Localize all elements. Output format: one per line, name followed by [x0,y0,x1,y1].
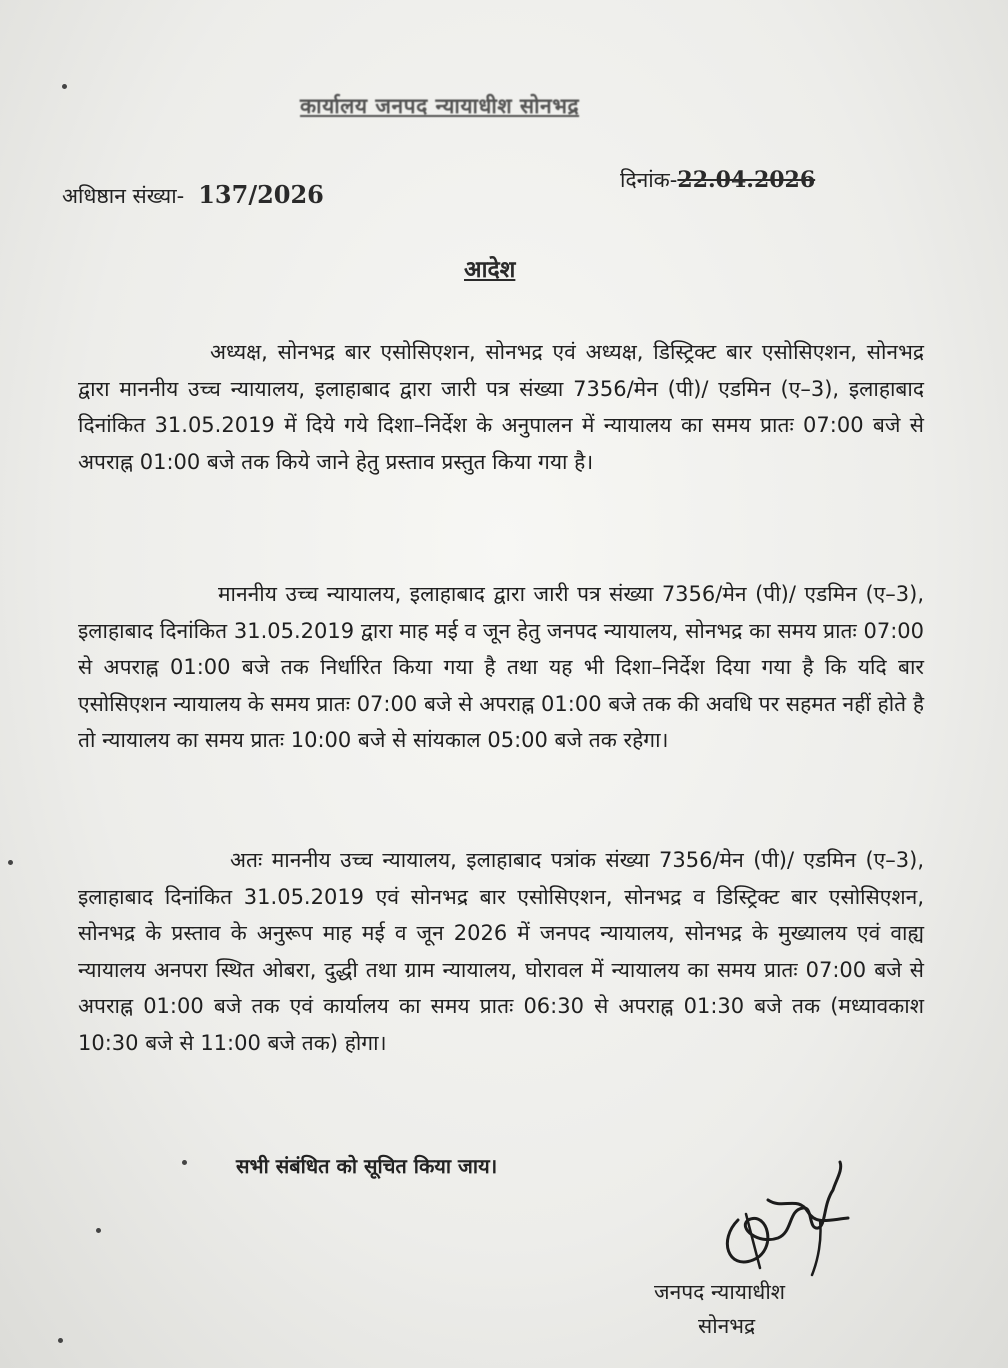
scan-speck [182,1160,187,1165]
scan-speck [58,1338,63,1343]
order-number-label: अधिष्ठान संख्या- [62,184,185,208]
signatory-place: सोनभद्र [698,1314,756,1338]
signatory-designation: जनपद न्यायाधीश [654,1280,786,1304]
office-title: कार्यालय जनपद न्यायाधीश सोनभद्र [300,94,580,118]
order-number-value: 137/2026 [198,180,324,209]
scan-speck [8,860,13,865]
order-heading: आदेश [464,257,516,283]
scan-speck [96,1228,101,1233]
scan-speck [62,84,67,89]
handwritten-signature [708,1150,858,1280]
date-value: 22.04.2026 [677,167,816,193]
order-number-line [62,180,324,210]
notify-line: सभी संबंधित को सूचित किया जाय। [236,1154,498,1178]
date-label: दिनांक- [620,168,678,192]
paragraph-3: अतः माननीय उच्च न्यायालय, इलाहाबाद पत्रांक संख्या 7356/मेन (पी)/ एडमिन (ए–3), इलाहाबाद दिनांकित 31.05.2019 एवं सोनभद्र बार एसोसिएशन, सोनभद्र व डिस्ट्रिक्ट बार एसोसिएशन, सोनभद्र के प्रस्ताव के अनुरूप माह मई व जून 2026 में जनपद न्यायालय, सोनभद्र के मुख्यालय एवं वाह्य न्यायालय अनपरा स्थित ओबरा, दुद्धी तथा ग्राम न्यायालय, घोरावल में न्यायालय का समय प्रातः 07:00 बजे से अपराह्न 01:00 बजे तक एवं कार्यालय का समय प्रातः 06:30 से अपराह्न 01:30 बजे तक (मध्यावकाश 10:30 बजे से 11:00 बजे तक) होगा। [78,848,924,1055]
paragraph-2: माननीय उच्च न्यायालय, इलाहाबाद द्वारा जारी पत्र संख्या 7356/मेन (पी)/ एडमिन (ए–3), इलाहाबाद दिनांकित 31.05.2019 द्वारा माह मई व जून हेतु जनपद न्यायालय, सोनभद्र का समय प्रातः 07:00 से अपराह्न 01:00 बजे तक निर्धारित किया गया है तथा यह भी दिशा–निर्देश दिया गया है कि यदि बार एसोसिएशन न्यायालय के समय प्रातः 07:00 बजे से अपराह्न 01:00 बजे तक की अवधि पर सहमत नहीं होते है तो न्यायालय का समय प्रातः 10:00 बजे से सांयकाल 05:00 बजे तक रहेगा। [78,582,924,752]
paragraph-1: अध्यक्ष, सोनभद्र बार एसोसिएशन, सोनभद्र एवं अध्यक्ष, डिस्ट्रिक्ट बार एसोसिएशन, सोनभद्र द्वारा माननीय उच्च न्यायालय, इलाहाबाद द्वारा जारी पत्र संख्या 7356/मेन (पी)/ एडमिन (ए–3), इलाहाबाद दिनांकित 31.05.2019 में दिये गये दिशा–निर्देश के अनुपालन में न्यायालय का समय प्रातः 07:00 बजे से अपराह्न 01:00 बजे तक किये जाने हेतु प्रस्ताव प्रस्तुत किया गया है। [78,340,924,474]
date-line [620,166,815,194]
